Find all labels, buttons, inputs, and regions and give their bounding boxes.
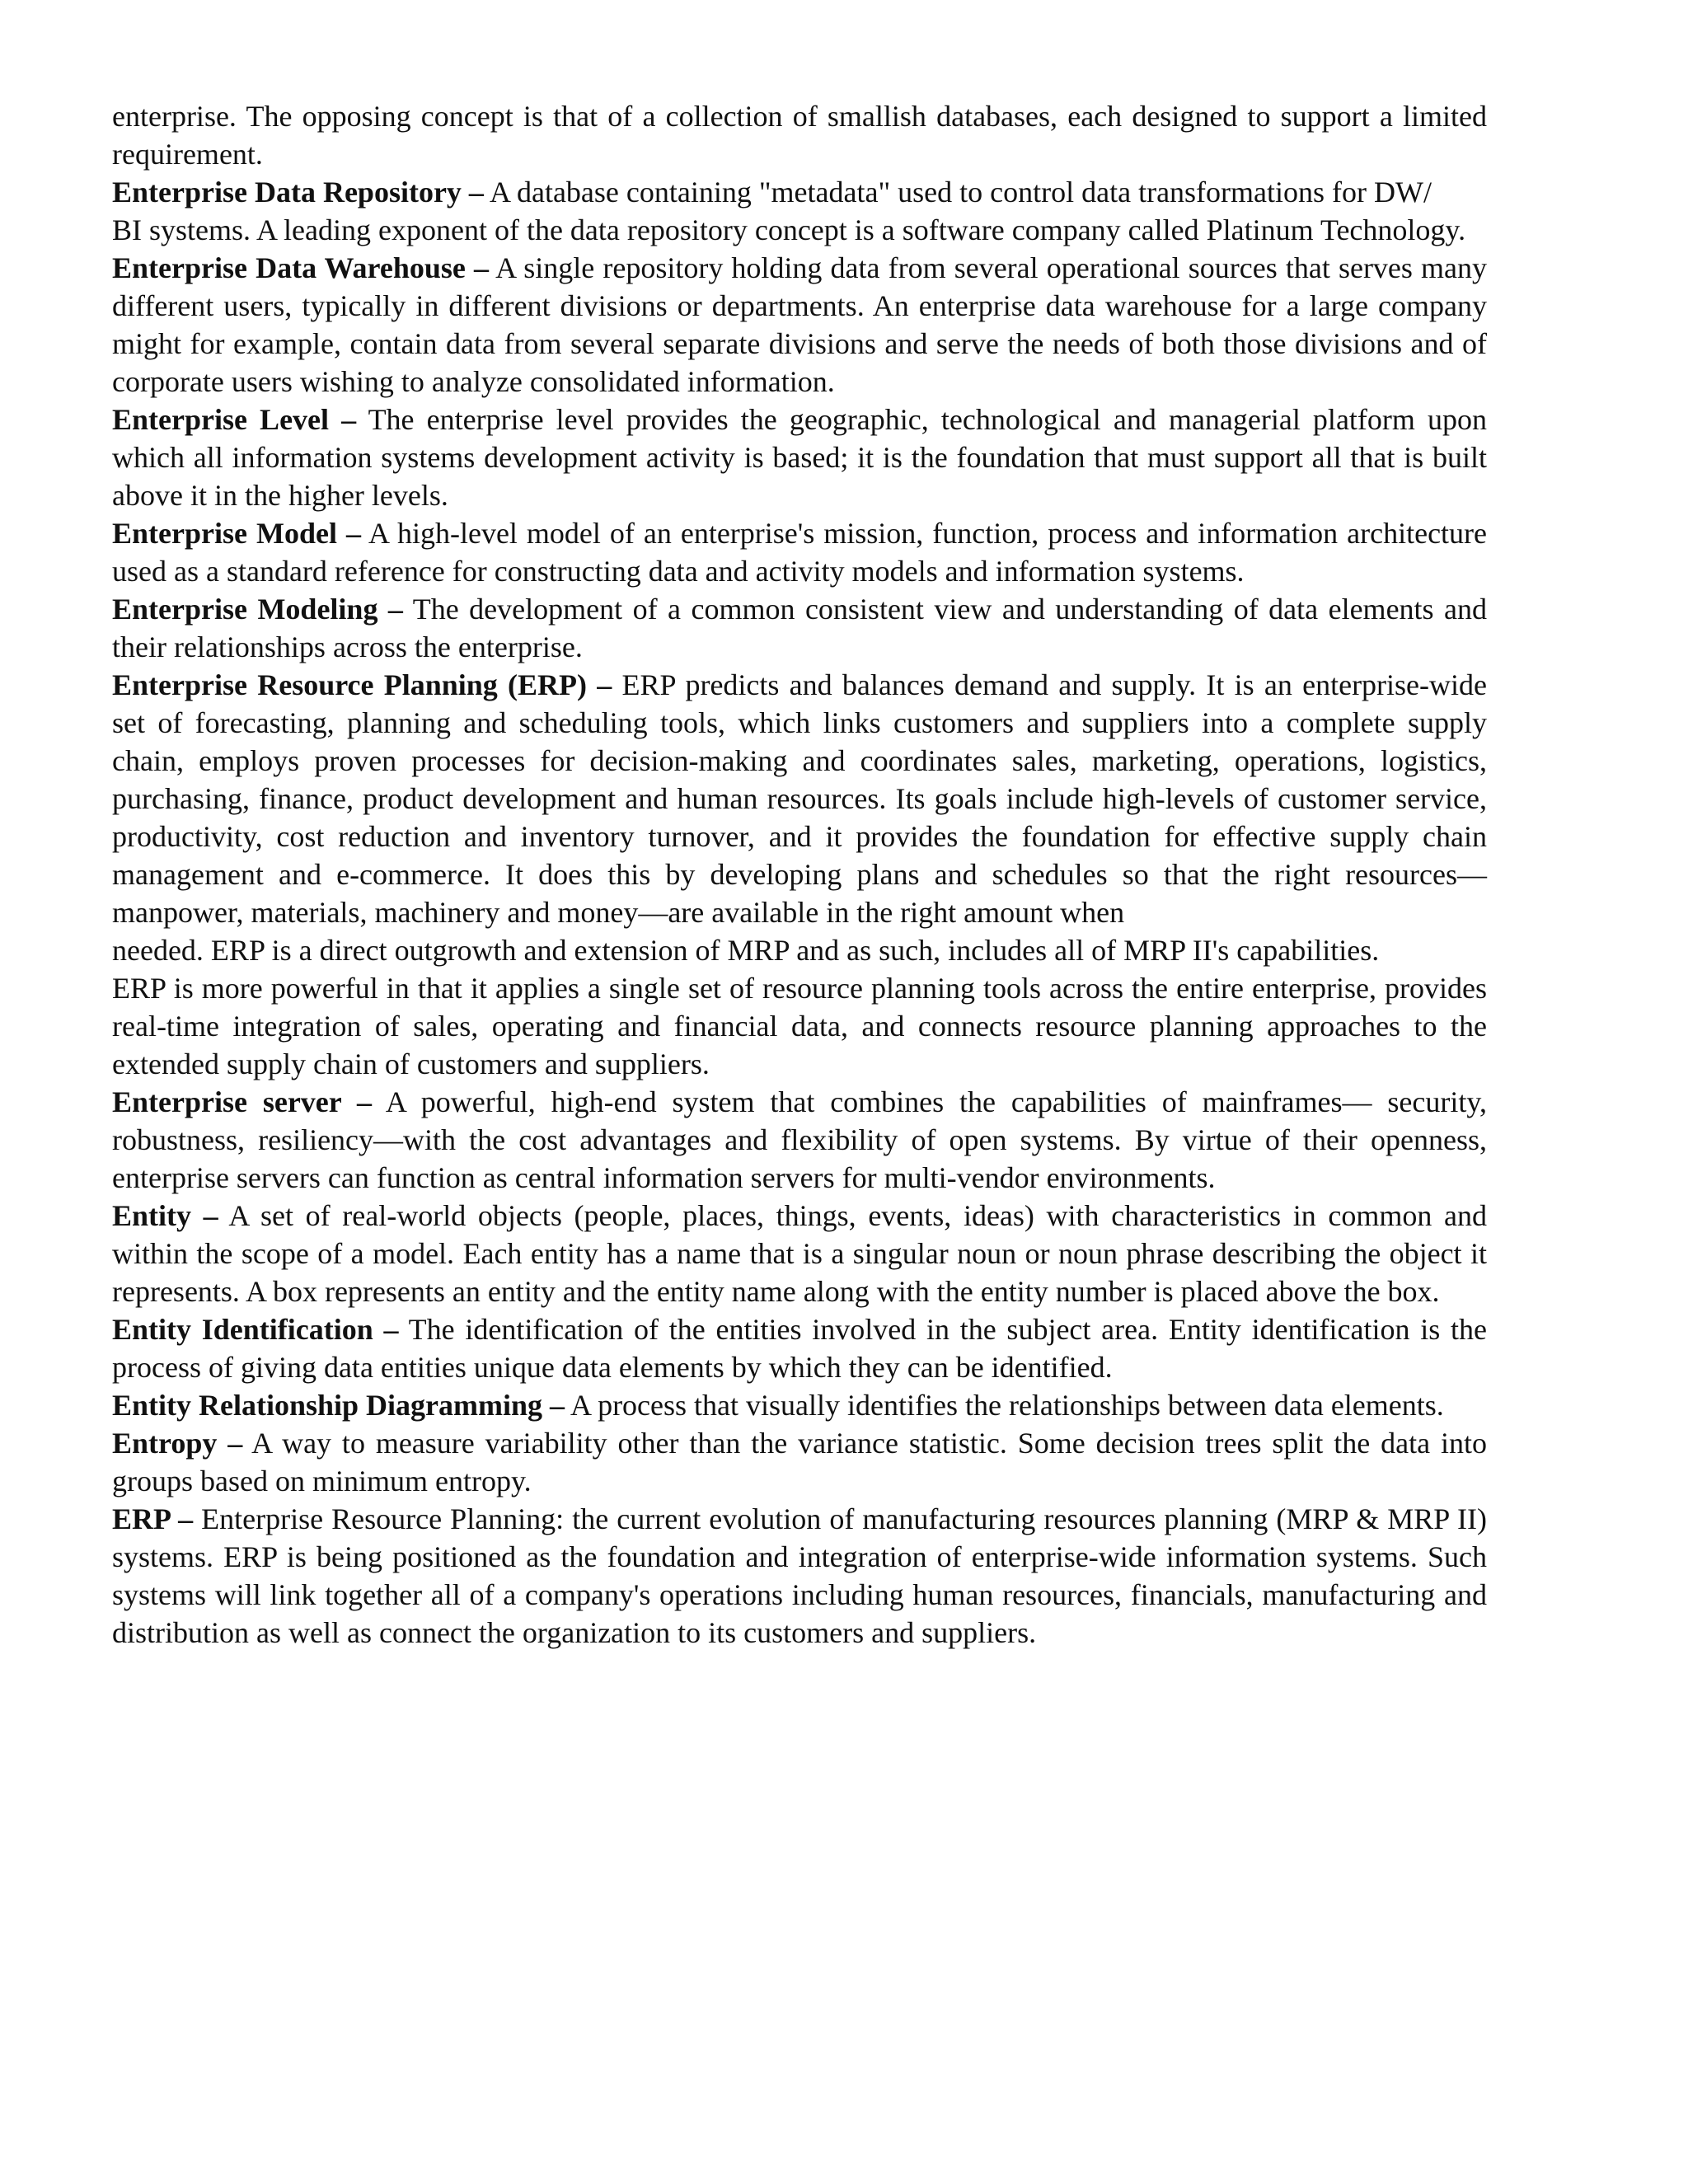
glossary-entry <box>112 401 1487 514</box>
entry-definition: The development of a common consistent view and understanding of data elements and their relationships across the enterprise. <box>112 593 1487 663</box>
entry-definition: A process that visually identifies the relationships between data elements. <box>565 1389 1444 1422</box>
entry-term: Entity – <box>112 1199 218 1232</box>
entry-term: Enterprise Data Warehouse – <box>112 251 489 284</box>
entry-definition: enterprise. The opposing concept is that of a collection of smallish databases, each designed to support a limited requirement. <box>112 100 1487 171</box>
entry-term: Entropy – <box>112 1427 243 1460</box>
glossary-entry <box>112 173 1487 211</box>
glossary-entry <box>112 1424 1487 1500</box>
entry-definition: The enterprise level provides the geographic, technological and managerial platform upon which all information systems development activity is based; it is the foundation that must support all that is built above it in the higher levels. <box>112 403 1487 512</box>
entry-definition: needed. ERP is a direct outgrowth and extension of MRP and as such, includes all of MRP II's capabilities. <box>112 934 1380 967</box>
glossary-entry <box>112 931 1487 969</box>
glossary-entry <box>112 590 1487 666</box>
glossary-entry <box>112 1083 1487 1197</box>
entry-definition: A way to measure variability other than the variance statistic. Some decision trees split the data into groups based on minimum entropy. <box>112 1427 1487 1497</box>
entry-term: Entity Identification – <box>112 1313 399 1346</box>
entry-definition: A database containing "metadata" used to control data transformations for DW/ <box>483 176 1432 209</box>
glossary-entry <box>112 211 1487 249</box>
glossary-page <box>112 97 1487 1652</box>
entry-definition: Enterprise Resource Planning: the current evolution of manufacturing resources planning (MRP & MRP II) systems. ERP is being positioned as the foundation and integration of enterprise-wide information systems. Such systems will link together all of a company's operations including human resources, financials, manufacturing and distribution as well as connect the organization to its customers and suppliers. <box>112 1502 1488 1649</box>
glossary-entry <box>112 249 1487 401</box>
glossary-entry <box>112 666 1487 931</box>
glossary-entry <box>112 1310 1487 1386</box>
entry-definition: The identification of the entities involved in the subject area. Entity identification is the process of giving data entities unique data elements by which they can be identified. <box>112 1313 1487 1384</box>
entry-definition: BI systems. A leading exponent of the data repository concept is a software company called Platinum Technology. <box>112 213 1466 246</box>
glossary-entry <box>112 97 1487 173</box>
entry-term: Enterprise Level – <box>112 403 357 436</box>
glossary-entry <box>112 1386 1487 1424</box>
entry-definition: A powerful, high-end system that combines the capabilities of mainframes— security, robustness, resiliency—with the cost advantages and flexibility of open systems. By virtue of their openness, enterprise servers can function as central information servers for multi-vendor environments. <box>112 1085 1487 1194</box>
entry-definition: ERP predicts and balances demand and supply. It is an enterprise-wide set of forecasting, planning and scheduling tools, which links customers and suppliers into a complete supply chain, employs proven processes for decision-making and coordinates sales, marketing, operations, logistics, purchasing, finance, product development and human resources. Its goals include high-levels of customer service, productivity, cost reduction and inventory turnover, and it provides the foundation for effective supply chain management and e-commerce. It does this by developing plans and schedules so that the right resources—manpower, materials, machinery and money—are available in the right amount when <box>112 668 1487 929</box>
entry-term: ERP – <box>112 1502 194 1535</box>
glossary-entry <box>112 1500 1487 1652</box>
entry-term: Enterprise Modeling – <box>112 593 403 626</box>
glossary-entry <box>112 969 1487 1083</box>
entry-term: Enterprise server – <box>112 1085 372 1118</box>
entry-definition: A single repository holding data from several operational sources that serves many different users, typically in different divisions or departments. An enterprise data warehouse for a large company might for example, contain data from several separate divisions and serve the needs of both those divisions and of corporate users wishing to analyze consolidated information. <box>112 251 1488 398</box>
entry-term: Enterprise Resource Planning (ERP) – <box>112 668 612 701</box>
entry-definition: ERP is more powerful in that it applies a single set of resource planning tools across the entire enterprise, provides real-time integration of sales, operating and financial data, and connects resource planning approaches to the extended supply chain of customers and suppliers. <box>112 972 1487 1080</box>
entry-term: Entity Relationship Diagramming – <box>112 1389 565 1422</box>
entry-term: Enterprise Data Repository – <box>112 176 484 209</box>
entry-definition: A set of real-world objects (people, places, things, events, ideas) with characteristics in common and within the scope of a model. Each entity has a name that is a singular noun or noun phrase describing the object it represents. A box represents an entity and the entity name along with the entity number is placed above the box. <box>112 1199 1487 1308</box>
glossary-entry <box>112 514 1487 590</box>
glossary-entry <box>112 1197 1487 1310</box>
entry-term: Enterprise Model – <box>112 517 361 550</box>
entry-definition: A high-level model of an enterprise's mission, function, process and information architecture used as a standard reference for constructing data and activity models and information systems. <box>112 517 1488 588</box>
